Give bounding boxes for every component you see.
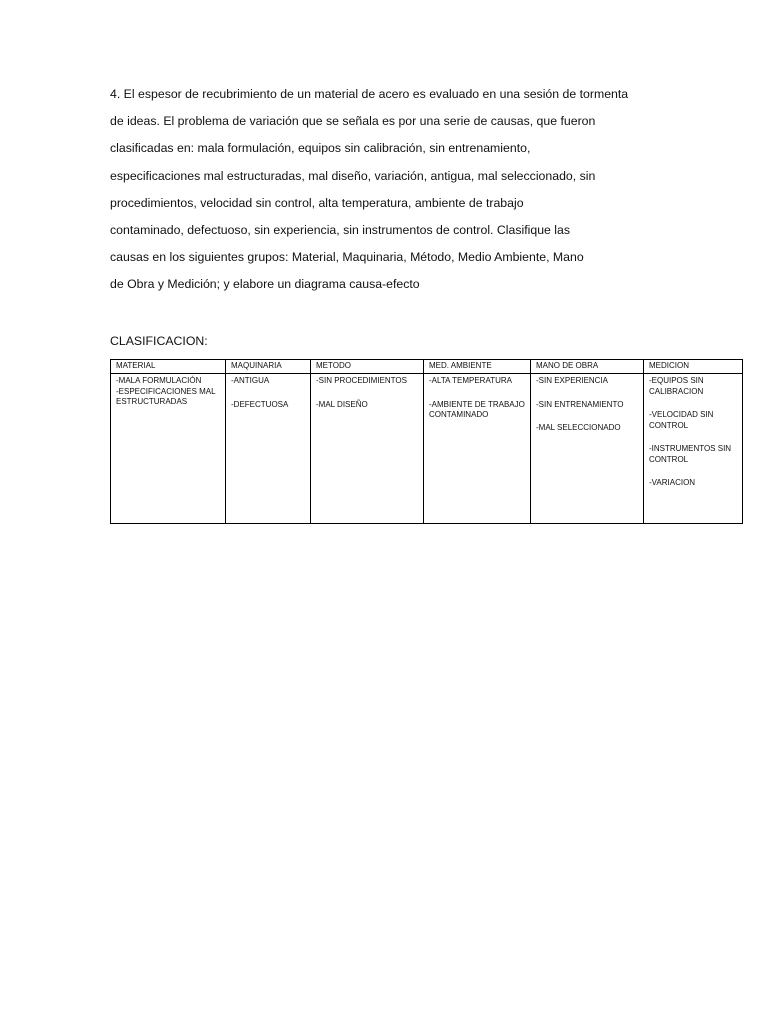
problem-line: 4. El espesor de recubrimiento de un material de acero es evaluado en una sesión de tormenta <box>110 87 629 101</box>
cell-material <box>111 374 226 524</box>
header-maquinaria: MAQUINARIA <box>226 360 311 374</box>
cause-item: -EQUIPOS SIN CALIBRACION <box>649 376 704 396</box>
cause-item: -SIN EXPERIENCIA <box>536 376 609 385</box>
cell-medicion <box>644 374 743 524</box>
problem-line: especificaciones mal estructuradas, mal diseño, variación, antigua, mal seleccionado, sin <box>110 168 596 183</box>
cell-metodo <box>311 374 424 524</box>
cause-item: -DEFECTUOSA <box>231 399 289 409</box>
cause-item: -AMBIENTE DE TRABAJO CONTAMINADO <box>429 399 525 419</box>
problem-line: de Obra y Medición; y elabore un diagrama causa-efecto <box>110 277 420 292</box>
cause-item: -MAL DISEÑO <box>316 399 368 409</box>
header-material: MATERIAL <box>111 360 226 374</box>
cause-item: -SIN PROCEDIMIENTOS <box>316 376 407 385</box>
cause-item: -SIN ENTRENAMIENTO <box>536 399 624 409</box>
problem-line: causas en los siguientes grupos: Material, Maquinaria, Método, Medio Ambiente, Mano <box>110 250 584 265</box>
header-medicion: MEDICION <box>644 360 743 374</box>
problem-line: procedimientos, velocidad sin control, alta temperatura, ambiente de trabajo <box>110 195 524 210</box>
table-row <box>111 374 743 524</box>
cause-item: -VARIACION <box>649 478 696 487</box>
cause-item: -INSTRUMENTOS SIN CONTROL <box>649 444 732 464</box>
table-header-row <box>111 360 743 374</box>
cause-item: -MAL SELECCIONADO <box>536 423 621 432</box>
cause-item: -ANTIGUA <box>231 376 270 385</box>
problem-line: clasificadas en: mala formulación, equipos sin calibración, sin entrenamiento, <box>110 141 531 156</box>
header-metodo: METODO <box>311 360 424 374</box>
cause-item: -MALA FORMULACIÓN <box>116 376 202 385</box>
cell-maquinaria <box>226 374 311 524</box>
problem-line: de ideas. El problema de variación que se señala es por una serie de causas, que fueron <box>110 114 596 129</box>
cell-mano-de-obra <box>531 374 644 524</box>
problem-line: contaminado, defectuoso, sin experiencia, sin instrumentos de control. Clasifique las <box>110 222 571 237</box>
section-title: CLASIFICACION: <box>110 334 208 348</box>
cause-item: -ALTA TEMPERATURA <box>429 376 512 385</box>
cause-item: -ESPECIFICACIONES MAL ESTRUCTURADAS <box>116 386 216 406</box>
cause-item: -VELOCIDAD SIN CONTROL <box>649 410 714 430</box>
problem-statement <box>110 84 710 302</box>
header-med-ambiente: MED. AMBIENTE <box>424 360 531 374</box>
header-mano-de-obra: MANO DE OBRA <box>531 360 644 374</box>
classification-table <box>110 359 743 524</box>
cell-med-ambiente <box>424 374 531 524</box>
